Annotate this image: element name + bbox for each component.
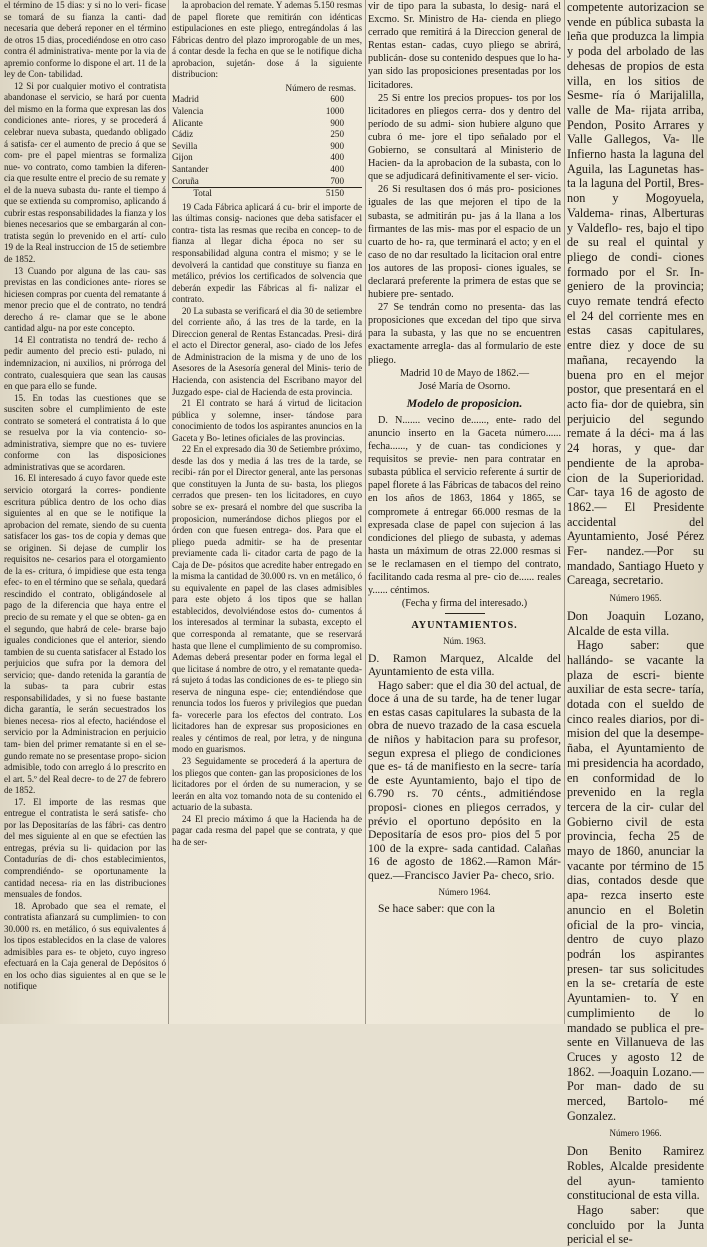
distribution-table (172, 83, 362, 200)
announcement-heading: D. Ramon Marquez, Alcalde del Ayuntamiento de esta villa. (368, 651, 561, 679)
paragraph: 12 Si por cualquier motivo el contratista abandonase el servicio, se hará por cuenta del mismo en la forma que expresan las dos condiciones ante- riores, y se procederá á celebrar nueva subasta, quedando obligado á satisfa- cer el aumento de precio á que se com- pre el papel mientras se formaliza nue- vo contrato, como tambien la diferen- cia que resulte entre el precio de su remate y el de la nueva subasta du- rante el tiempo á que se extienda su compromiso, aplicando á cubrir estas responsabilidades la fianza y los bienes necesarios que se embargarán al con- tratista según lo prevenido en el artí- culo 19 de la Real instruccion de 15 de setiembre de 1852. (4, 80, 166, 265)
announcement-number: Núm. 1963. (443, 636, 486, 647)
paragraph: 22 En el expresado dia 30 de Setiembre próximo, desde las dos y media á las tres de la tarde, se recibi- rán por el Director general, ante las personas que constituyen la Junta de su- basta, los pliegos cerrados que presen- ten los licitadores, en cuyo sobre se ex- presará el nombre del que suscriba la proposicion, numerándose dichos pliegos por el órden con que fuesen entrega- dos. Para que el pliego pueda admitir- se ha de presentar previamente cada li- citador carta de pago de la Caja de De- pósitos que acredite haber entregado en la misma la cantidad de 30.000 rs. vn en metálico, ó su equivalente en papel de las clases admisibles para este objeto á los tipos que se hallan establecidos, devolviéndose estos do- cumentos á los interesados al terminar la subasta, excepto el que corresponda al rematante, que se reservará hasta que llene el cumplimiento de su compromiso. Ademas deberá presentar poder en forma legal el que licitase á nombre de otro, y el rematante queda- rá sujeto á todas las condiciones de es- te pliego sin reserva de ninguna espe- cie; entendiéndose que renuncia todos los fueros y privilegios que puedan fa- vorecerle para los efectos del contrato. Los licitadores han de expresar sus proposiciones en reales y céntimos de real, por letra, y de ninguna modo en guarismos. (172, 444, 362, 755)
announcement-text: Hago saber: que hallándo- se vacante la plaza de escri- biente auxiliar de esta secre- taría, dotada con el sueldo de cinco reales diarios, por di- mision del que la desempe- ñaba, el Ayuntamiento de mi presidencia ha acordado, en conformidad de lo prevenido en la regla tercera de la cir- cular del Gobierno civil de esta provincia, fecha 25 de mayo de 1860, anunciar la vacante por término de 15 dias, contados desde que apa- rezca inserto este anuncio en el Boletin oficial de la pro- vincia, dentro de cuyo plazo podrán los aspirantes presen- tar sus solicitudes en la se- cretaría de este Ayuntamien- to. Y en cumplimiento de lo mandado se publica el pre- sente en Villanueva de las Cruces y agosto 12 de 1862. —Joaquin Lozano.—Por man- dado de su merced, Bartolo- mé Gonzalez. (567, 638, 704, 1123)
model-signature-note: (Fecha y firma del interesado.) (401, 598, 528, 610)
column-rule (564, 0, 565, 1024)
announcement-text: Se hace saber: que con la (378, 901, 495, 915)
paragraph: 26 Si resultasen dos ó más pro- posiciones iguales de las que mejoren el tipo de la subasta, se admitirán pu- jas á la llana a los firmantes de las mis- mas por el espacio de un cuarto de ho- ra, que terminará el acto; y en el caso de no dar resultado la licitacion oral entre los autores de las proposi- ciones iguales, se declarará preferente la primera de estas que se hubiere pre- sentado. (368, 184, 561, 301)
paragraph: 16. El interesado á cuyo favor quede este servicio otorgará la corres- pondiente escritura pública dentro de los ocho dias siguientes al en que se le notifique la aprobacion del remate, siendo de su cuenta satisfacer los gas- tos de copia y demas que se originen. Si dejase de cumplir los requisitos ne- cesarios para el otorgamiento de la es- critura, ó impidiese que esta tenga efec- to en el término que se señala, quedará rescindido el contrato, obligándosele al pago de la diferencia que haya entre el precio de su remate y el que se obten- ga en el segundo, que habrá de cele- brarse bajo iguales condiciones que el anterior, siendo tambien de su cuenta satisfacer al Estado los perjuicios que sufra por la demora del servicio; que- dando retenida la garantía de la subas- ta para cubrir estas responsabilidades, y si no fuese bastante dicha garantía, le serán secuestrados los bienes necesa- rios al efecto, haciéndose el servicio por la Administracion en perjuicio tam- bien del primer rematante si en el se- gundo remate no se presentase propo- sicion admisible, todo con arreglo á lo prescrito en el art. 5.º del Real decre- to de 27 de febrero de 1852. (4, 473, 166, 796)
paragraph: 17. El importe de las resmas que entregue el contratista le será satisfe- cho por las Depositarías de las fábri- cas dentro del mes siguiente al en que se efectúen las entregas, prévia su li- quidacion por las Contadurías de di- chos establecimientos, comprendiéndo- se oportunamente la cantidad necesa- ria en las distribuciones mensuales de fondos. (4, 796, 166, 900)
section-heading: AYUNTAMIENTOS. (411, 620, 518, 632)
paragraph: 21 El contrato se hará á virtud de licitacion pública y solemne, inser- tándose para conocimiento de todos los aspirantes anuncios en la Gaceta y Bo- letines oficiales de las provincias. (172, 398, 362, 443)
paragraph: 20 La subasta se verificará el dia 30 de setiembre del corriente año, á las tres de la tarde, en la Direccion general de Rentas Estancadas. Presi- dirá el acto el Director general, aso- ciado de los Jefes de Administracion de la misma y de uno de los Asesores de la Asesoría general del Minis- terio de Hacienda, con asistencia del Escribano mayor del Juzgado espe- cial de Hacienda de esta provincia. (172, 305, 362, 397)
column-4 (567, 0, 704, 1247)
column-1 (4, 0, 166, 1024)
paragraph: 15. En todas las cuestiones que se susciten sobre el cumplimiento de este contrato se someterá el contratista á lo que se resuelva por la via contencio- so-administrativa, siempre que no es- tuviere conforme con las disposiciones administrativas que se acordaren. (4, 392, 166, 472)
announcement-number: Número 1966. (609, 1128, 662, 1139)
table-row: Alicante 900 (172, 117, 344, 128)
table-total-row: Total 5150 (172, 188, 362, 200)
date-line: Madrid 10 de Mayo de 1862.— (399, 367, 530, 379)
table-row: Santander 400 (172, 163, 344, 174)
paragraph: 27 Se tendrán como no presenta- das las proposiciones que excedan del tipo que sirva para la subasta, y las que no se encuentren exactamente arregla- das al formulario de este pliego. (368, 302, 561, 366)
announcement-text: Hago saber: que concluido por la Junta pericial el se- (567, 1202, 704, 1247)
column-2 (172, 0, 362, 1024)
table-row: Madrid 600 (172, 94, 344, 105)
announcement-number: Número 1964. (438, 886, 491, 897)
column-rule (168, 0, 169, 1024)
paragraph: 24 El precio máximo á que la Hacienda ha de pagar cada resma del papel que se contrata, y que ha de ser- (172, 813, 362, 847)
paragraph: 18. Aprobado que sea el remate, el contratista afianzará su cumplimien- to con 30.000 rs. en metálico, ó sus equivalentes á los tipos establecidos en la clase de valores admisibles para es- te objeto, cuyo ingreso efectuará en la Caja general de Depósitos ó en los ocho dias siguientes al en que se le notifique (4, 900, 166, 992)
paragraph: 23 Seguidamente se procederá á la apertura de los pliegos que conten- gan las proposiciones de los licitadores por el órden de su numeracion, y se leerán en alta voz tomando nota de su contenido el actuario de la subasta. (172, 756, 362, 813)
paragraph: la aprobacion del remate. Y ademas 5.150 resmas de papel florete que remitirán con idénticas estipulaciones en este pliego, entregándolas á las Fábricas dentro del plazo improrogable de un mes, á contar desde la fecha en que se le notifique dicha aprobacion, sujetán- dose á la siguiente distribucion: (172, 0, 362, 80)
model-title: Modelo de proposicion. (406, 395, 523, 410)
table-header: Número de resmas. (285, 82, 356, 93)
column-rule (365, 0, 366, 1024)
table-row: Sevilla 900 (172, 140, 344, 151)
announcement-text: Hago saber: que el dia 30 del actual, de doce á una de su tarde, ha de tener lugar en estas casas capitulares la subasta de la obra de nuevo trazado de la casa escuela de niños y habitacion para su profesor, segun expresa el pliego de condiciones que es- tá de manifiesto en la secre- taría de este Ayuntamiento, bajo el tipo de 6.790 rs. 70 cénts., admitiéndose proposi- ciones en pliegos cerrados, y prévio el oportuno depósito en la Depositaría de esos pro- pios del 5 por 100 de la expre- sada cantidad. Calañas 16 de agosto de 1862.—Ramon Már- quez.—Francisco Javier Pa- checo, srio. (368, 678, 561, 882)
signature: José María de Osorno. (418, 380, 511, 392)
paragraph: 19 Cada Fábrica aplicará á cu- brir el importe de las últimas consig- naciones que deba satisfacer el contra- tista las resmas que reciba en concep- to de fianza al llegar dicha época no ser su responsabilidad alguna contra el mismo; y se le devolverá la cantidad que constituye su fianza en metálico, prévios los certificados de solvencia que deberán expedir las Fábricas al fi- nalizar el contrato. (172, 201, 362, 305)
paragraph: vir de tipo para la subasta, lo desig- nará el Excmo. Sr. Ministro de Ha- cienda en pliego cerrado que remitirá á la Direccion general de Rentas estan- cadas, cuyo pliego se abrirá, publicán- dose su contenido despues que lo ha- yan sido las proposiciones presentadas por los licitadores. (368, 1, 561, 91)
paragraph: D. N....... vecino de......, ente- rado del anuncio inserto en la Gaceta número...... fecha......, y de cuan- tas condiciones y requisitos se previe- nen para contratar en subasta pública el servicio referente á surtir de papel florete á las Fábricas de tabacos del reino en los años de 1863, 1864 y 1865, se compromete á entregar 66.000 resmas de la expresada clase de papel con sujecion á las condiciones del pliego de subasta, y ademas hasta un máximum de otras 22.000 resmas si se le reclamasen en el tiempo del contrato, facilitando cada resma al pre- cio de...... reales y...... céntimos. (368, 414, 561, 597)
table-row: Gijon 400 (172, 152, 344, 163)
announcement-heading: Don Benito Ramirez Robles, Alcalde presidente del ayun- tamiento constitucional de esta villa. (567, 1144, 704, 1203)
column-3 (368, 0, 561, 1024)
announcement-text: competente autorizacion se vende en pública subasta la leña que produzca la limpia y poda del arbolado de las dehesas de propios de esta villa, en los sitios de Sesme- ría ó Marijalilla, valle de Ma- rijata arriba, Pendon, Posito Arrares y Valle Gallegos, Va- lle Infierno hasta la laguna del Aguila, las Lagunetas has- ta la laguna del Portil, Bres- non y Mogoyuela, Valdema- rinas, Alberturas y Valdeflo- res, bajo el tipo de su real el quintal y pliego de condi- ciones formado por el Sr. In- geniero de la provincia; cuyo remate tendrá efecto el 24 del corriente mes en estas casas capitulares, entre diez y doce de su mañana, recayendo la buena pro en el mejor postor, que presentará en el acto fia- dor de quiebra, sin perjuicio del segundo remate á la déci- ma á las 24 horas, y que- dar pendiente de la aproba- cion de la Superioridad. Car- taya 16 de agosto de 1862.— El Presidente accidental del Ayuntamiento, José Pérez Fer- nandez.—Por su mandado, Santiago Hueto y Careaga, secretario. (567, 0, 704, 588)
paragraph: 25 Si entre los precios propues- tos por los licitadores en pliegos cerra- dos y dentro del período de su admi- sion hubiere alguno que cubra ó me- jore el tipo señalado por el Gobierno, se consultará al Ministerio de Hacien- da la aprobacion de la subasta, con lo que se adjudicará definitivamente el ser- vicio. (368, 92, 561, 183)
divider (445, 613, 485, 614)
announcement-heading: Don Joaquin Lozano, Alcalde de esta villa. (567, 608, 704, 638)
paragraph: 14 El contratista no tendrá de- recho á pedir aumento del precio esti- pulado, ni indemnizacion, ni auxilios, ni prórroga del contrato, cualesquiera que sean las causas en que para ello se funde. (4, 334, 166, 392)
announcement-number: Número 1965. (609, 593, 662, 604)
table-row: Coruña 700 (172, 175, 344, 186)
table-row: Valencia 1000 (172, 106, 344, 117)
table-row: Cádiz 250 (172, 129, 344, 140)
paragraph: 13 Cuando por alguna de las cau- sas previstas en las condiciones ante- riores se hiciesen compras por cuenta del rematante á menor precio que el de contrato, no tendrá derecho á re- clamar que se le abone cantidad algu- na por este concepto. (4, 265, 166, 334)
paragraph: el término de 15 dias: y si no lo veri- ficase se tomará de su fianza la canti- dad necesaria que deberá reponer en el término de otros 15 dias, procediéndose en otro caso contra él administrativa- mente por la via de apremio conforme lo dispone el art. 11 de la ley de Con- tabilidad. (4, 0, 166, 80)
